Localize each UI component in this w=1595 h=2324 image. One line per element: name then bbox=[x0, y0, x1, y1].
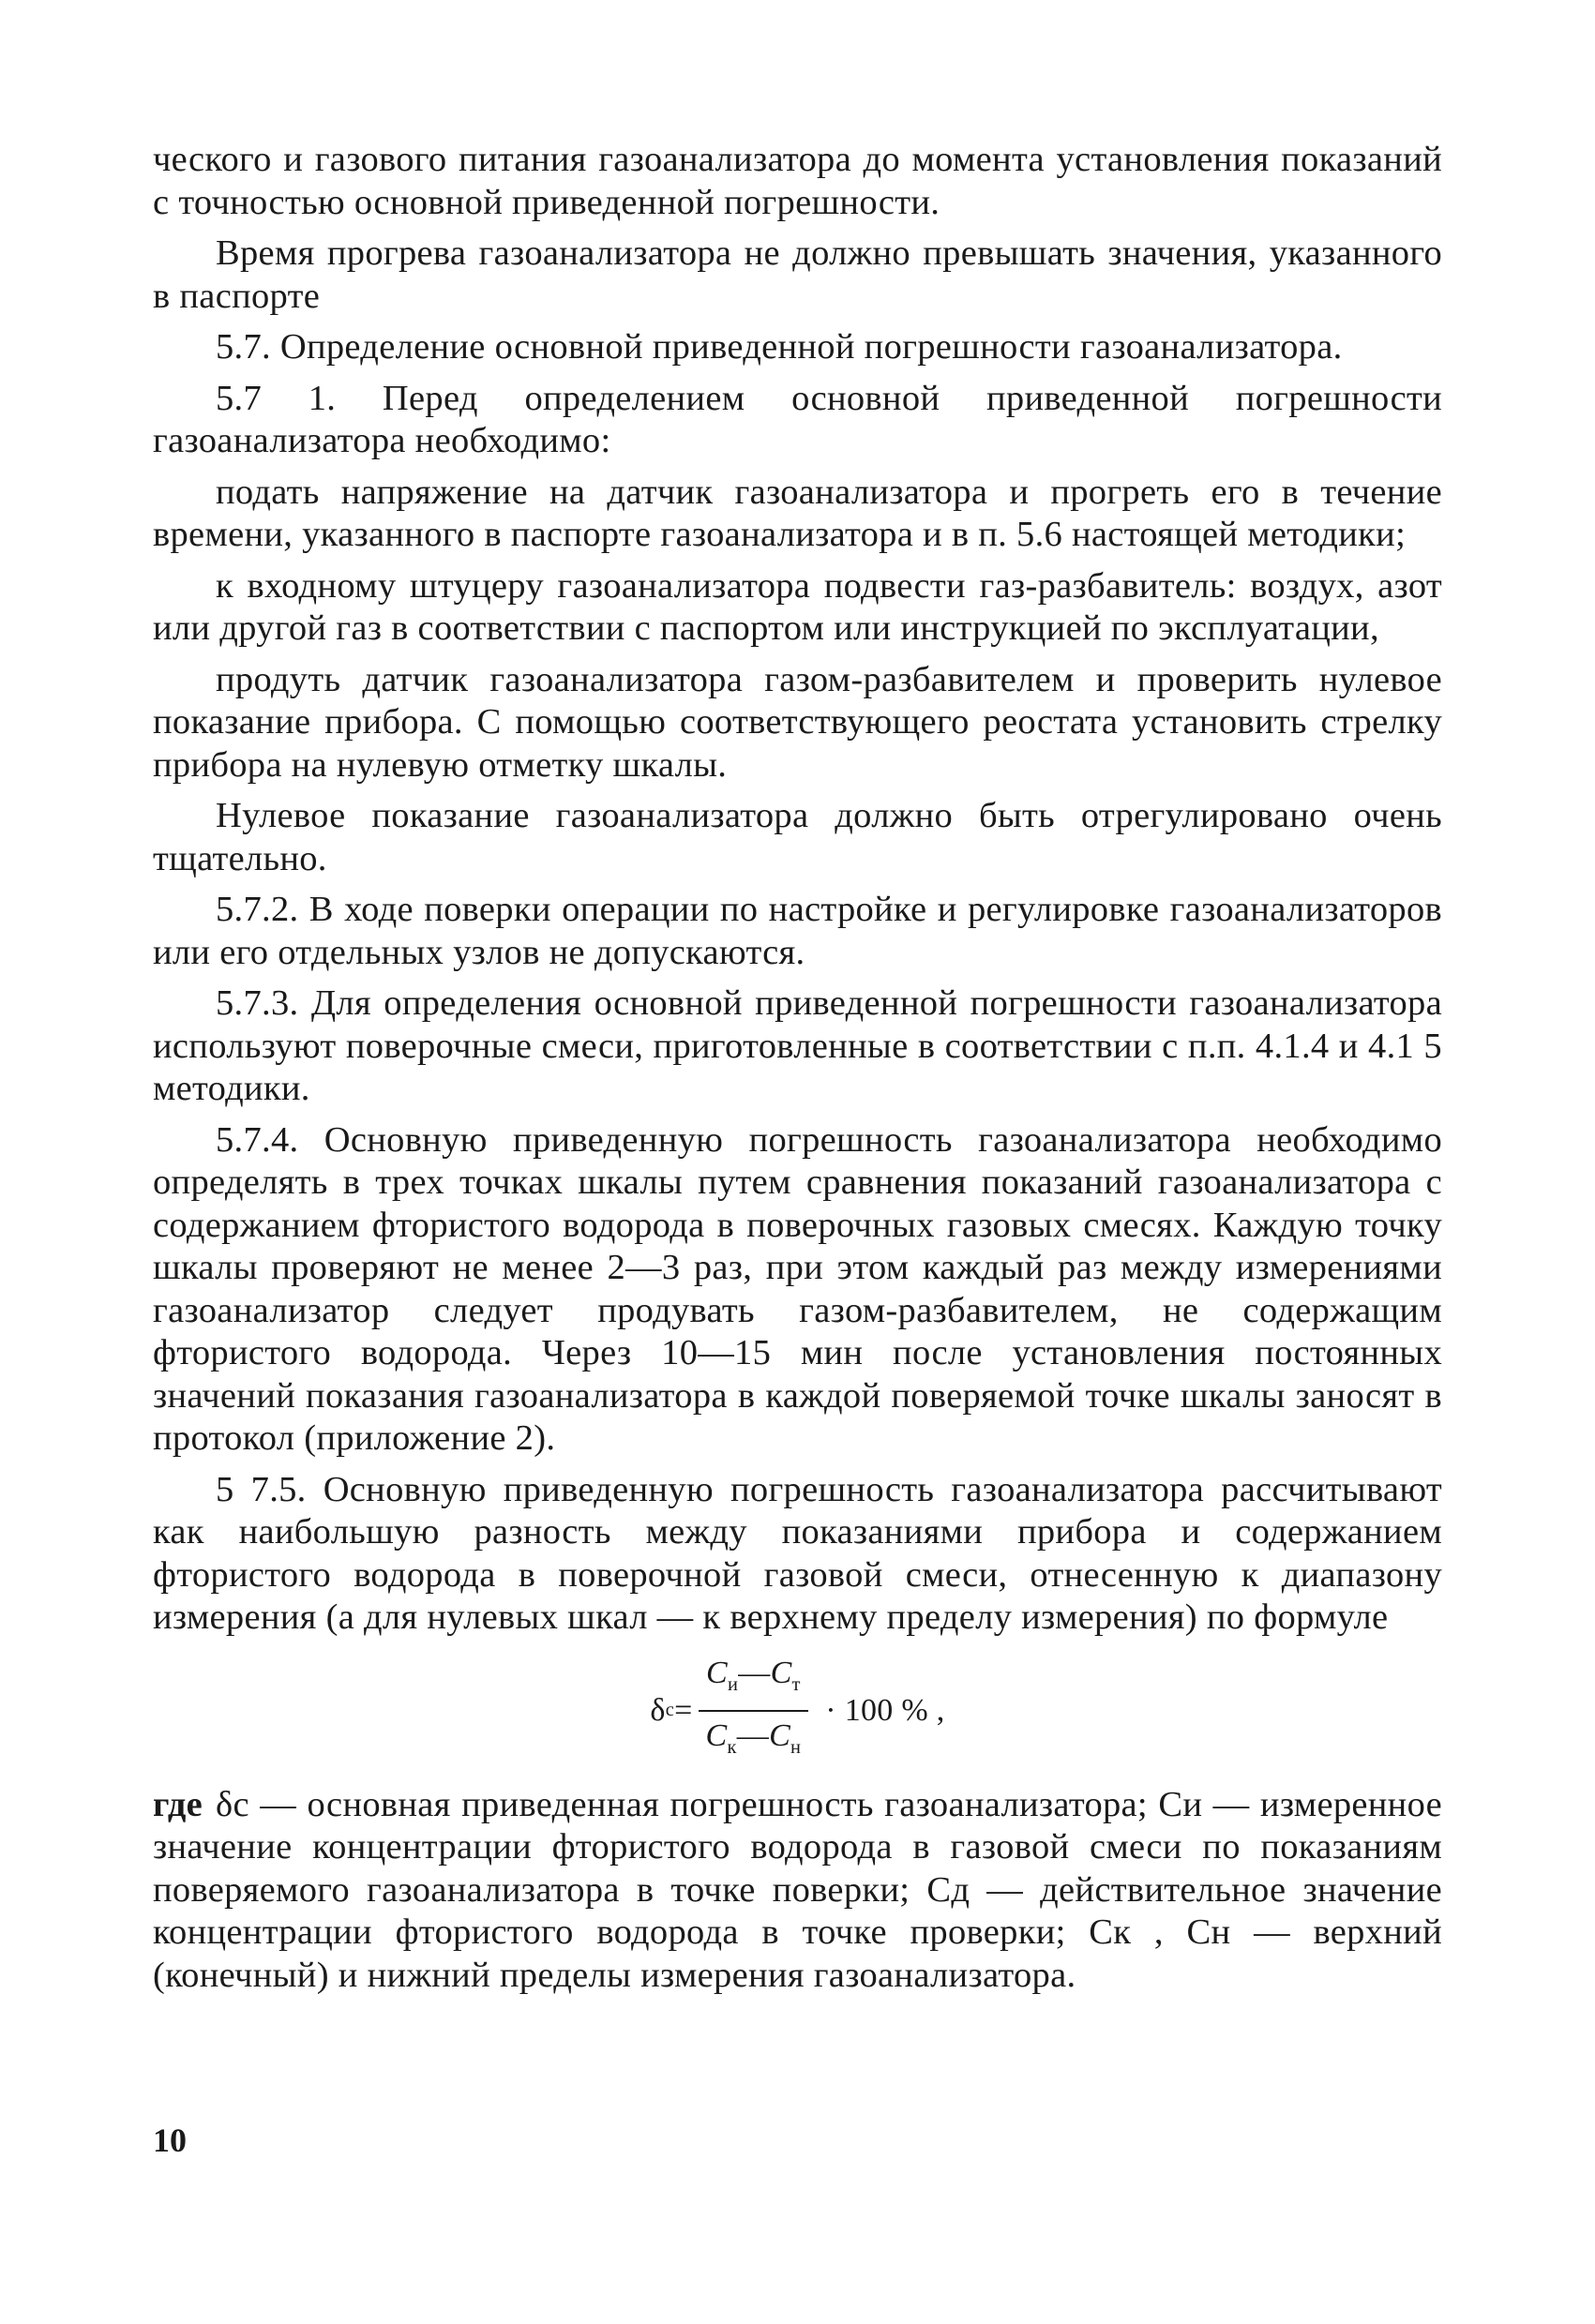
formula-num-minus: — bbox=[738, 1656, 771, 1691]
formula-den-sub-2: н bbox=[790, 1736, 802, 1758]
formula-delta-subscript: c bbox=[665, 1699, 675, 1720]
formula-num-sub-1: и bbox=[728, 1674, 739, 1695]
formula-den-var-1: C bbox=[705, 1717, 728, 1753]
formula-legend bbox=[153, 1784, 1442, 1998]
paragraph-supply-voltage: подать напряжение на датчик газоанализатора и прогреть его в течение времени, указанного в паспорте газоанализатора и в п. 5.6 настоящей методики; bbox=[153, 472, 1442, 554]
paragraph-section-5-7-3: 5.7.3. Для определения основной приведенной погрешности газоанализатора используют поверочные смеси, приготовленные в соответствии с п.п. 4.1.4 и 4.1 5 методики. bbox=[153, 983, 1442, 1108]
paragraph-section-5-7-1: 5.7 1. Перед определением основной приведенной погрешности газоанализатора необходимо: bbox=[153, 378, 1442, 460]
formula-delta-symbol: δ bbox=[650, 1692, 666, 1728]
formula-lhs bbox=[650, 1689, 692, 1732]
error-formula bbox=[153, 1656, 1442, 1758]
paragraph-warmup-time: Время прогрева газоанализатора не должно превышать значения, указанного в паспорте bbox=[153, 233, 1442, 316]
body-text bbox=[153, 139, 1442, 2005]
paragraph-section-5-7-4: 5.7.4. Основную приведенную погрешность газоанализатора необходимо определять в трех точках шкалы путем сравнения показаний газоанализатора с содержанием фтористого водорода в поверочных газовых смесях. Каждую точку шкалы проверяют не менее 2—3 раз, при этом каждый раз между измерениями газоанализатор следует продувать газом-разбавителем, не содержащим фтористого водорода. Через 10—15 мин после установления постоянных значений показания газоанализатора в каждой поверяемой точке шкалы заносят в протокол (приложение 2). bbox=[153, 1119, 1442, 1458]
formula-num-sub-2: т bbox=[791, 1674, 801, 1695]
formula-num-var-1: C bbox=[706, 1656, 729, 1691]
paragraph-purge-sensor: продуть датчик газоанализатора газом-разбавителем и проверить нулевое показание прибора. С помощью соответствующего реостата установить стрелку прибора на нулевую отметку шкалы. bbox=[153, 659, 1442, 785]
formula-equals: = bbox=[674, 1692, 693, 1728]
formula-numerator bbox=[699, 1652, 808, 1709]
paragraph-continuation: ческого и газового питания газоанализатора до момента установления показаний с точностью основной приведенной погрешности. bbox=[153, 140, 1442, 222]
formula-percent-factor: · 100 % , bbox=[825, 1692, 945, 1728]
formula-legend-text: δc — основная приведенная погрешность газоанализатора; Cи — измеренное значение концентрации фтористого водорода в газовой смеси по показаниям поверяемого газоанализатора в точке поверки; Cд — действительное значение концентрации фтористого водорода в точке проверки; Cк , Cн — верхний (конечный) и нижний пределы измерения газоанализатора. bbox=[153, 1784, 1442, 1995]
formula-denominator bbox=[699, 1710, 809, 1769]
paragraph-section-5-7-5: 5 7.5. Основную приведенную погрешность газоанализатора рассчитывают как наибольшую разность между показаниями прибора и содержанием фтористого водорода в поверочной газовой смеси, отнесенную к диапазону измерения (а для нулевых шкал — к верхнему пределу измерения) по формуле bbox=[153, 1469, 1442, 1637]
paragraph-inlet-fitting: к входному штуцеру газоанализатора подвести газ-разбавитель: воздух, азот или другой газ в соответствии с паспортом или инструкцией по эксплуатации, bbox=[153, 565, 1442, 648]
formula-fraction bbox=[699, 1652, 809, 1769]
paragraph-section-5-7: 5.7. Определение основной приведенной погрешности газоанализатора. bbox=[216, 327, 1343, 367]
formula-num-var-2: C bbox=[770, 1656, 792, 1691]
formula-den-minus: — bbox=[736, 1717, 770, 1753]
formula-den-var-2: C bbox=[769, 1717, 791, 1753]
formula-legend-label: где bbox=[153, 1784, 203, 1824]
paragraph-section-5-7-2: 5.7.2. В ходе поверки операции по настройке и регулировке газоанализаторов или его отдельных узлов не допускаются. bbox=[153, 890, 1442, 972]
paragraph-zero-reading: Нулевое показание газоанализатора должно быть отрегулировано очень тщательно. bbox=[153, 796, 1442, 878]
formula-den-sub-1: к bbox=[727, 1736, 737, 1758]
page-number: 10 bbox=[153, 2122, 187, 2159]
